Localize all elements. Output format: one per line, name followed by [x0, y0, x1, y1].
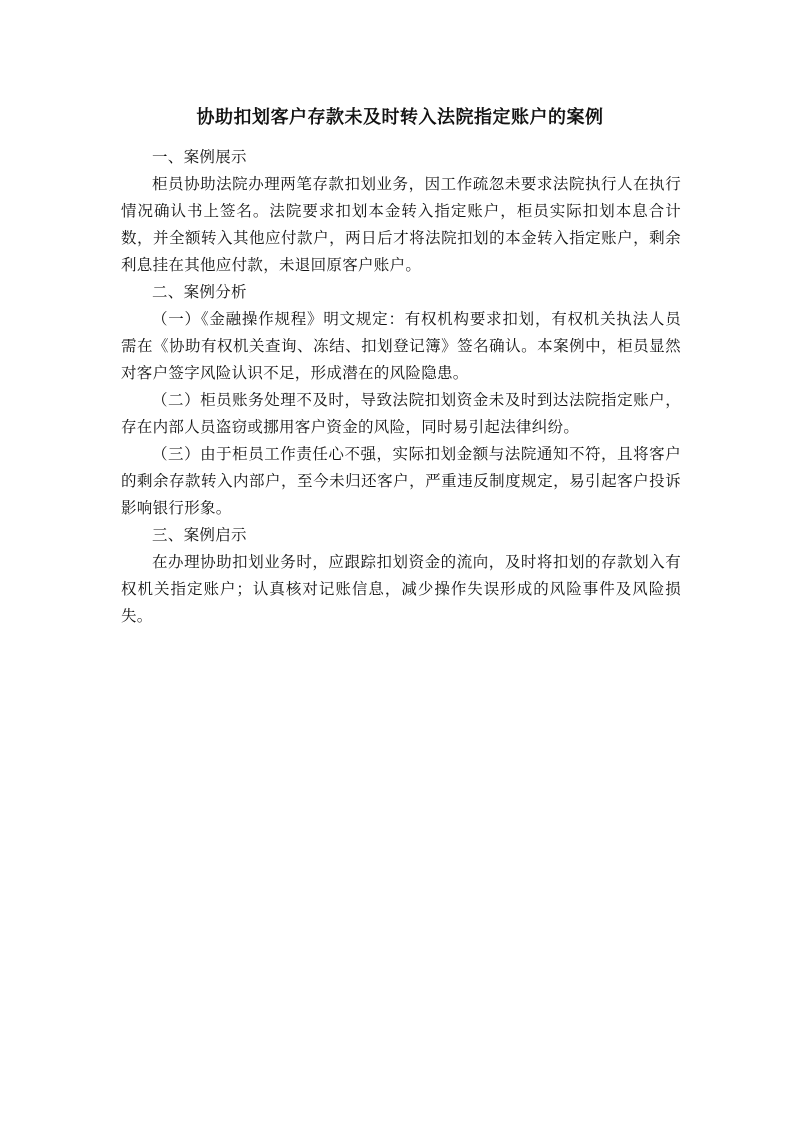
- document-body: [121, 144, 681, 630]
- section-heading-case-display: 一、案例展示: [152, 148, 247, 166]
- section-heading-case-analysis: 二、案例分析: [152, 283, 247, 301]
- document-title: 协助扣划客户存款未及时转入法院指定账户的案例: [196, 107, 604, 128]
- paragraph-analysis-3: （三）由于柜员工作责任心不强，实际扣划金额与法院通知不符，且将客户的剩余存款转入内部户，至今未归还客户，严重违反制度规定，易引起客户投诉影响银行形象。: [121, 445, 681, 517]
- paragraph-analysis-2: （二）柜员账务处理不及时，导致法院扣划资金未及时到达法院指定账户，存在内部人员盗窃或挪用客户资金的风险，同时易引起法律纠纷。: [121, 391, 681, 436]
- section-heading-case-insight: 三、案例启示: [152, 526, 247, 544]
- paragraph-analysis-1: （一）《金融操作规程》明文规定：有权机构要求扣划，有权机关执法人员需在《协助有权机关查询、冻结、扣划登记簿》签名确认。本案例中，柜员显然对客户签字风险认识不足，形成潜在的风险隐患。: [121, 310, 681, 382]
- paragraph-case-insight: 在办理协助扣划业务时，应跟踪扣划资金的流向，及时将扣划的存款划入有权机关指定账户；认真核对记账信息，减少操作失误形成的风险事件及风险损失。: [121, 553, 681, 625]
- paragraph-case-display: 柜员协助法院办理两笔存款扣划业务，因工作疏忽未要求法院执行人在执行情况确认书上签名。法院要求扣划本金转入指定账户，柜员实际扣划本息合计数，并全额转入其他应付款户，两日后才将法院扣划的本金转入指定账户，剩余利息挂在其他应付款，未退回原客户账户。: [121, 175, 681, 274]
